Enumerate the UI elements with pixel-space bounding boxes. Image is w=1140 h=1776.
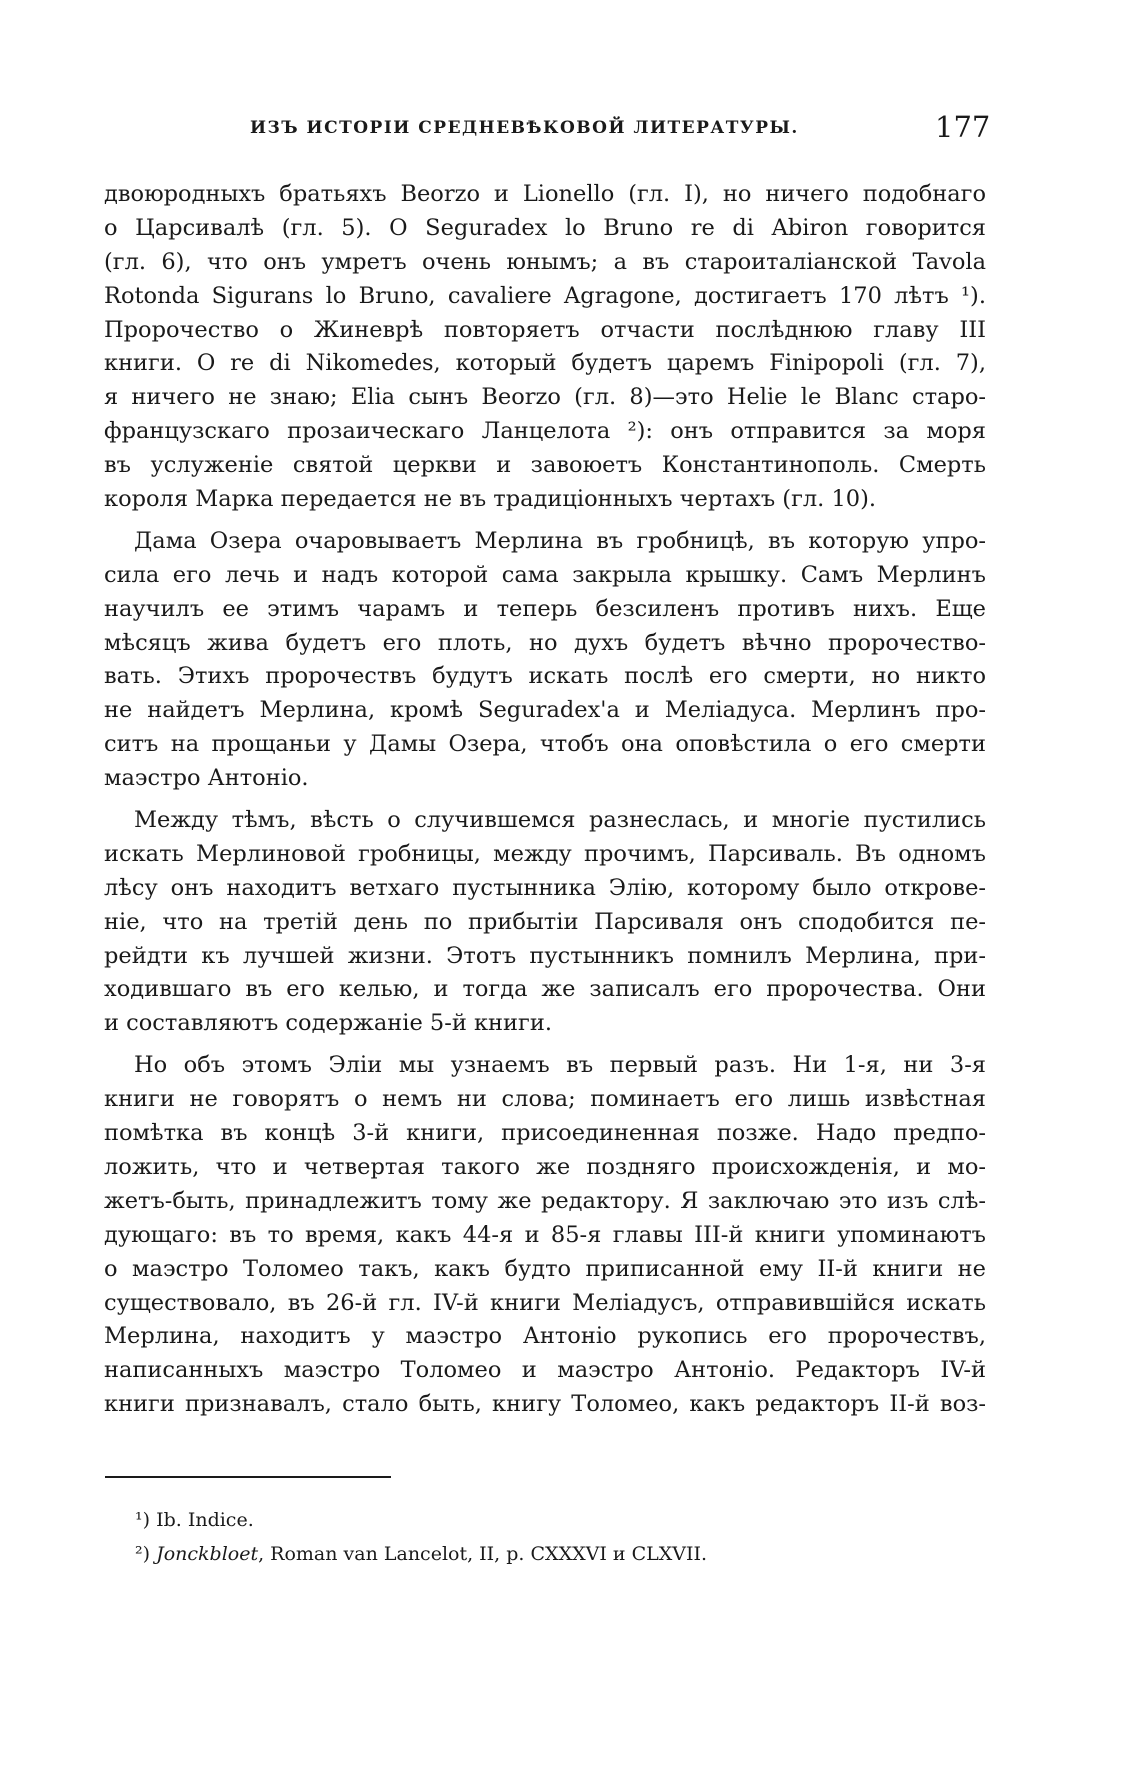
text-line: и составляютъ содержаніе 5-й книги. [104, 1010, 552, 1037]
text-line: искать Мерлиновой гробницы, между прочимъ, Парсиваль. Въ одномъ [104, 840, 986, 867]
text-line: Но объ этомъ Эліи мы узнаемъ въ первый разъ. Ни 1-я, ни 3-я [134, 1052, 986, 1079]
text-line: ситъ на прощаньи у Дамы Озера, чтобъ она оповѣстила о его смерти [104, 731, 986, 758]
text-line: мѣсяцъ жива будетъ его плоть, но духъ будетъ вѣчно пророчество- [104, 629, 986, 656]
text-line: ходившаго въ его келью, и тогда же записалъ его пророчества. Они [104, 976, 986, 1003]
text-line: рейдти къ лучшей жизни. Этотъ пустынникъ помнилъ Мерлина, при- [104, 942, 986, 969]
footnote-mark: ¹) [135, 1509, 151, 1531]
text-line: французскаго прозаическаго Ланцелота ²): онъ отправится за моря [104, 418, 986, 445]
text-line: лѣсу онъ находитъ ветхаго пустынника Элію, которому было открове- [104, 874, 986, 901]
text-line: о маэстро Толомео такъ, какъ будто приписанной ему II-й книги не [104, 1255, 986, 1282]
text-line: ложить, что и четвертая такого же поздняго происхожденія, и мо- [104, 1153, 986, 1180]
text-line: я ничего не знаю; Elia сынъ Beorzo (гл. 8)—это Helie le Blanc старо- [104, 384, 986, 411]
page-number: 177 [935, 110, 991, 144]
footnote-author: Jonckbloet [156, 1543, 259, 1565]
body-text [104, 178, 986, 1422]
text-line: вать. Этихъ пророчествъ будутъ искать послѣ его смерти, но никто [104, 663, 986, 690]
text-line: не найдетъ Мерлина, кромѣ Seguradex'а и Меліадуса. Мерлинъ про- [104, 697, 986, 724]
footnotes [135, 1503, 707, 1571]
text-line: сила его лечь и надъ которой сама закрыла крышку. Самъ Мерлинъ [104, 561, 986, 588]
text-line: книги. О re di Nikomedes, который будетъ царемъ Finipopoli (гл. 7), [104, 350, 986, 377]
footnote-divider [105, 1476, 391, 1478]
footnote-mark: ²) [135, 1543, 151, 1565]
paragraph-1 [104, 178, 986, 517]
text-line: научилъ ее этимъ чарамъ и теперь безсиленъ противъ нихъ. Еще [104, 595, 986, 622]
text-line: существовало, въ 26-й гл. IV-й книги Меліадусъ, отправившійся искать [104, 1289, 986, 1316]
paragraph-2 [104, 525, 986, 796]
text-line: короля Марка передается не въ традиціонныхъ чертахъ (гл. 10). [104, 486, 877, 513]
text-line: Между тѣмъ, вѣсть о случившемся разнеслась, и многіе пустились [134, 807, 986, 834]
text-line: въ услуженіе святой церкви и завоюетъ Константинополь. Смерть [104, 452, 986, 479]
text-line: Дама Озера очаровываетъ Мерлина въ гробницѣ, въ которую упро- [134, 527, 986, 554]
text-line: Мерлина, находитъ у маэстро Антоніо рукопись его пророчествъ, [104, 1323, 986, 1350]
footnote-text: Ib. Indice. [156, 1509, 254, 1531]
paragraph-3 [104, 804, 986, 1041]
text-line: ніе, что на третій день по прибытіи Парсиваля онъ сподобится пе- [104, 908, 986, 935]
text-line: книги признавалъ, стало быть, книгу Толомео, какъ редакторъ II-й воз- [104, 1391, 986, 1418]
text-line: помѣтка въ концѣ 3-й книги, присоединенная позже. Надо предпо- [104, 1120, 986, 1147]
text-line: двоюродныхъ братьяхъ Beorzo и Lionello (гл. I), но ничего подобнаго [104, 181, 986, 207]
text-line: Пророчество о Жиневрѣ повторяетъ отчасти послѣднюю главу III [104, 316, 986, 343]
text-line: жетъ-быть, принадлежитъ тому же редактору. Я заключаю это изъ слѣ- [104, 1187, 986, 1214]
text-line: написанныхъ маэстро Толомео и маэстро Антоніо. Редакторъ IV-й [104, 1357, 986, 1384]
footnote-text: , Roman van Lancelot, II, p. CXXXVI и CLXVII. [258, 1543, 708, 1565]
text-line: Rotonda Sigurans lo Bruno, cavaliere Agragone, достигаетъ 170 лѣтъ ¹). [104, 282, 986, 309]
text-line: о Царсивалѣ (гл. 5). О Seguradex lo Bruno re di Abiron говорится [104, 214, 986, 241]
text-line: (гл. 6), что онъ умретъ очень юнымъ; а въ староиталіанской Tavola [104, 248, 986, 275]
text-line: маэстро Антоніо. [104, 765, 309, 792]
footnote-2 [135, 1537, 707, 1571]
text-line: дующаго: въ то время, какъ 44-я и 85-я главы III-й книги упоминаютъ [104, 1221, 986, 1248]
running-title: ИЗЪ ИСТОРІИ СРЕДНЕВѢКОВОЙ ЛИТЕРАТУРЫ. [250, 118, 799, 138]
paragraph-4 [104, 1049, 986, 1422]
text-line: книги не говорятъ о немъ ни слова; поминаетъ его лишь извѣстная [104, 1086, 986, 1113]
footnote-1 [135, 1503, 707, 1537]
